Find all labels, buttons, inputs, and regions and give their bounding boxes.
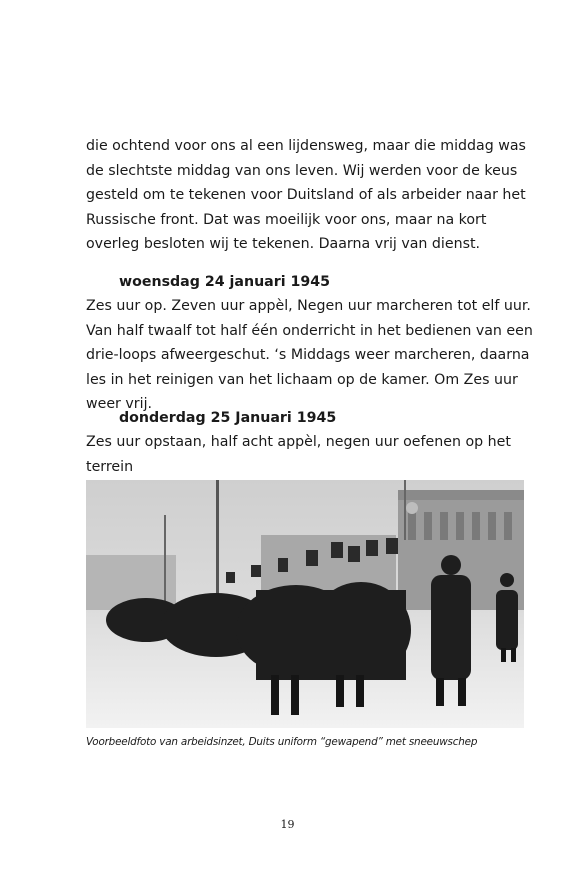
paragraph-1: die ochtend voor ons al een lijdensweg, maar die middag was de slechtste middag van ons leven. Wij werden voor de keus gesteld om te tekenen voor Duitsland of als arbeider naar het Russische front. Dat was moeilijk voor ons, maar na kort overleg besloten wij te tekenen. Daarna vrij van dienst. bbox=[86, 138, 526, 252]
photo-illustration bbox=[86, 480, 524, 728]
photo-soldiers-marching bbox=[86, 480, 524, 728]
page-number: 19 bbox=[280, 818, 295, 831]
diary-heading-donderdag: donderdag 25 Januari 1945 bbox=[119, 410, 337, 426]
photo-caption: Voorbeeldfoto van arbeidsinzet, Duits uniform “gewapend” met sneeuwschep bbox=[86, 736, 478, 748]
diary-heading-woensdag: woensdag 24 januari 1945 bbox=[119, 274, 331, 290]
paragraph-3: Zes uur opstaan, half acht appèl, negen uur oefenen op het terrein bbox=[86, 434, 511, 475]
paragraph-2: Zes uur op. Zeven uur appèl, Negen uur marcheren tot elf uur. Van half twaalf tot half één onderricht in het bedienen van een drie-loops afweergeschut. ‘s Middags weer marcheren, daarna les in het reinigen van het lichaam op de kamer. Om Zes uur weer vrij. bbox=[86, 298, 533, 412]
